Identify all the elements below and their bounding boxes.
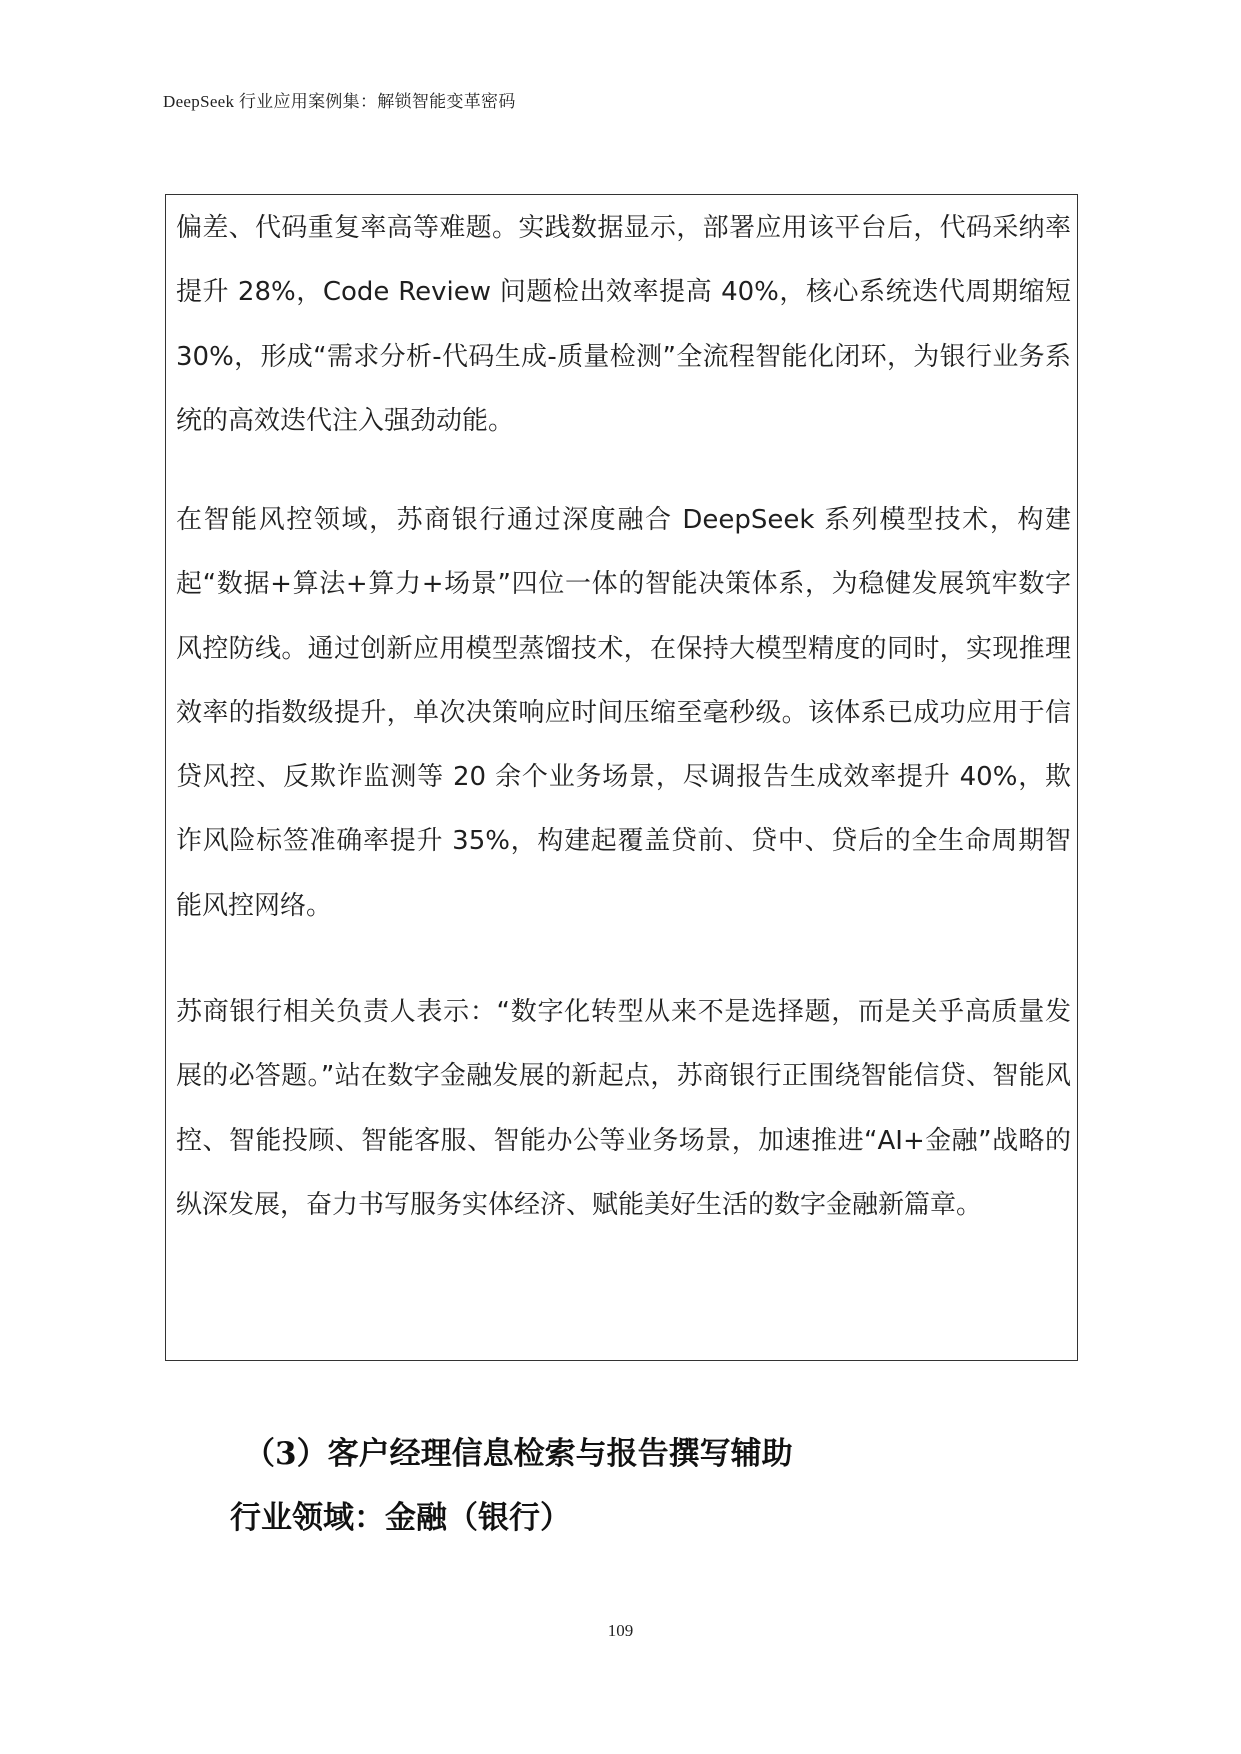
running-header: DeepSeek 行业应用案例集：解锁智能变革密码 <box>163 92 516 111</box>
industry-line: 行业领域：金融（银行） <box>230 1500 571 1536</box>
paragraph-risk-control: 在智能风控领域，苏商银行通过深度融合 DeepSeek 系列模型技术，构建起“数据+算法+算力+场景”四位一体的智能决策体系，为稳健发展筑牢数字风控防线。通过创新应用模型蒸馏技术，在保持大模型精度的同时，实现推理效率的指数级提升，单次决策响应时间压缩至毫秒级。该体系已成功应用于信贷风控、反欺诈监测等 20 余个业务场景，尽调报告生成效率提升 40%，欺诈风险标签准确率提升 35%，构建起覆盖贷前、贷中、贷后的全生命周期智能风控网络。 <box>176 505 1071 921</box>
section-heading: （3）客户经理信息检索与报告撰写辅助 <box>244 1436 793 1472</box>
paragraph-code-review-results: 偏差、代码重复率高等难题。实践数据显示，部署应用该平台后，代码采纳率提升 28%，Code Review 问题检出效率提高 40%，核心系统迭代周期缩短 30%，形成“需求分析-代码生成-质量检测”全流程智能化闭环，为银行业务系统的高效迭代注入强劲动能。 <box>176 213 1071 436</box>
page-number: 109 <box>607 1621 634 1640</box>
paragraph-leadership-quote: 苏商银行相关负责人表示：“数字化转型从来不是选择题，而是关乎高质量发展的必答题。”站在数字金融发展的新起点，苏商银行正围绕智能信贷、智能风控、智能投顾、智能客服、智能办公等业务场景，加速推进“AI+金融”战略的纵深发展，奋力书写服务实体经济、赋能美好生活的数字金融新篇章。 <box>176 997 1071 1220</box>
